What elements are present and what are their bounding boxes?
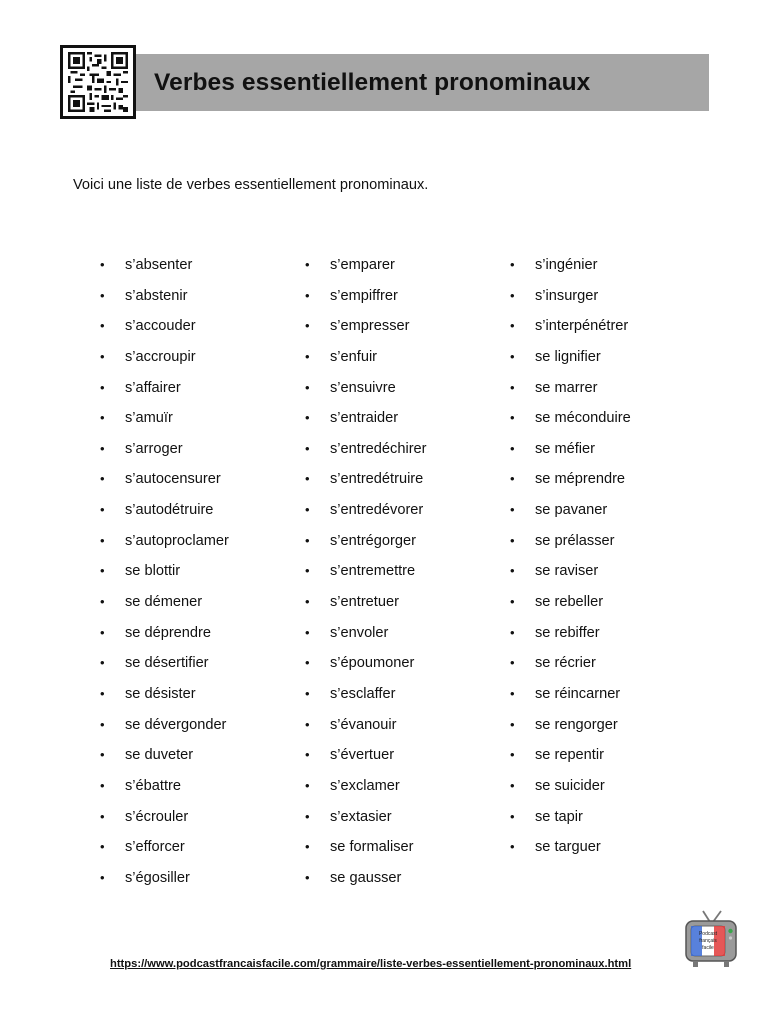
verb-item — [100, 556, 300, 587]
verb-item — [305, 342, 505, 373]
verb-text: s’ingénier — [535, 257, 598, 273]
verb-text: s’entremettre — [330, 563, 416, 580]
bullet-icon: • — [305, 594, 310, 610]
verb-item — [305, 250, 505, 281]
verb-item — [305, 495, 505, 526]
bullet-icon: • — [510, 685, 515, 701]
verb-column-1 — [100, 250, 300, 893]
verb-item — [100, 679, 300, 710]
verb-text: s’entretuer — [330, 594, 399, 611]
verb-text: s’écrouler — [125, 808, 189, 825]
bullet-icon: • — [100, 777, 105, 793]
bullet-icon: • — [305, 287, 310, 303]
bullet-icon: • — [100, 440, 105, 456]
bullet-icon: • — [100, 808, 105, 824]
verb-text: s’empiffrer — [330, 287, 398, 304]
verb-text: se méprendre — [535, 471, 626, 488]
verb-item — [510, 311, 710, 342]
verb-item — [100, 464, 300, 495]
bullet-icon: • — [305, 777, 310, 793]
verb-text: se prélasser — [535, 532, 615, 549]
verb-item — [100, 311, 300, 342]
verb-item — [305, 679, 505, 710]
verb-text: s’accroupir — [125, 348, 196, 365]
bullet-icon: • — [510, 808, 515, 824]
bullet-icon: • — [100, 839, 105, 855]
bullet-icon: • — [510, 440, 515, 456]
bullet-icon: • — [305, 563, 310, 579]
verb-text: se formaliser — [330, 839, 414, 856]
verb-text: s’égosiller — [125, 869, 190, 886]
verb-text: s’empresser — [330, 318, 410, 335]
verb-text: se repentir — [535, 747, 604, 764]
bullet-icon: • — [510, 348, 515, 364]
verb-text: s’ensuivre — [330, 379, 396, 396]
verb-item — [305, 587, 505, 618]
verb-item — [305, 526, 505, 557]
verb-item — [305, 434, 505, 465]
verb-item — [100, 832, 300, 863]
verb-item — [100, 740, 300, 771]
verb-text: s’efforcer — [125, 839, 185, 856]
bullet-icon: • — [510, 318, 515, 334]
verb-text: se targuer — [535, 839, 601, 856]
verb-item — [305, 740, 505, 771]
bullet-icon: • — [510, 410, 515, 426]
verb-item — [510, 373, 710, 404]
verb-item — [510, 495, 710, 526]
verb-item — [100, 250, 300, 281]
verb-item — [510, 618, 710, 649]
verb-item — [100, 495, 300, 526]
verb-column-2 — [305, 250, 505, 893]
verb-text: se tapir — [535, 808, 583, 825]
bullet-icon: • — [100, 532, 105, 548]
verb-text: s’amuïr — [125, 410, 173, 427]
verb-item — [510, 802, 710, 833]
verb-item — [510, 832, 710, 863]
bullet-icon: • — [510, 777, 515, 793]
verb-item — [510, 679, 710, 710]
verb-text: se duveter — [125, 747, 194, 764]
verb-item — [510, 710, 710, 741]
verb-item — [305, 403, 505, 434]
bullet-icon: • — [100, 869, 105, 885]
verb-text: se blottir — [125, 563, 181, 580]
bullet-icon: • — [305, 655, 310, 671]
bullet-icon: • — [305, 257, 310, 272]
bullet-icon: • — [305, 839, 310, 855]
verb-text: se lignifier — [535, 348, 601, 365]
verb-item — [305, 373, 505, 404]
verb-text: s’évertuer — [330, 747, 395, 764]
verb-item — [305, 281, 505, 312]
verb-text: s’interpénétrer — [535, 318, 629, 335]
verb-text: s’autocensurer — [125, 471, 221, 488]
qr-code-icon — [68, 52, 128, 112]
bullet-icon: • — [510, 563, 515, 579]
verb-text: se rebeller — [535, 594, 604, 611]
qr-code — [60, 45, 136, 119]
intro-text: Voici une liste de verbes essentiellement pronominaux. — [73, 177, 429, 193]
verb-item — [510, 250, 710, 281]
verb-text: s’entredéchirer — [330, 440, 427, 457]
verb-item — [100, 587, 300, 618]
bullet-icon: • — [510, 624, 515, 640]
verb-text: s’époumoner — [330, 655, 415, 672]
verb-text: se démener — [125, 594, 203, 611]
verb-item — [305, 556, 505, 587]
verb-text: s’extasier — [330, 808, 392, 825]
tv-logo-line: Podcast — [698, 931, 718, 937]
bullet-icon: • — [305, 869, 310, 885]
verb-item — [510, 464, 710, 495]
verb-item — [100, 281, 300, 312]
verb-item — [305, 802, 505, 833]
verb-text: s’entrégorger — [330, 532, 416, 549]
verb-text: se marrer — [535, 379, 598, 396]
verb-item — [305, 311, 505, 342]
bullet-icon: • — [100, 287, 105, 303]
bullet-icon: • — [510, 716, 515, 732]
verb-text: se déprendre — [125, 624, 212, 641]
bullet-icon: • — [305, 379, 310, 395]
bullet-icon: • — [510, 655, 515, 671]
verb-text: s’entredétruire — [330, 471, 424, 488]
verb-text: s’exclamer — [330, 777, 400, 794]
bullet-icon: • — [510, 839, 515, 855]
bullet-icon: • — [305, 716, 310, 732]
verb-text: se rengorger — [535, 716, 618, 733]
bullet-icon: • — [510, 287, 515, 303]
verb-item — [100, 373, 300, 404]
verb-text: se raviser — [535, 563, 599, 580]
verb-text: s’abstenir — [125, 287, 188, 304]
page-title: Verbes essentiellement pronominaux — [154, 68, 591, 96]
verb-item — [305, 710, 505, 741]
verb-text: s’accouder — [125, 318, 196, 335]
verb-item — [100, 863, 300, 894]
bullet-icon: • — [305, 808, 310, 824]
bullet-icon: • — [100, 471, 105, 487]
verb-item — [100, 710, 300, 741]
verb-text: se désertifier — [125, 655, 209, 672]
verb-text: s’ébattre — [125, 777, 181, 794]
verb-item — [510, 281, 710, 312]
verb-text: se pavaner — [535, 502, 608, 519]
verb-text: se rebiffer — [535, 624, 600, 641]
bullet-icon: • — [305, 502, 310, 518]
bullet-icon: • — [305, 348, 310, 364]
verb-item — [305, 863, 505, 894]
verb-text: s’évanouir — [330, 716, 397, 733]
bullet-icon: • — [100, 624, 105, 640]
bullet-icon: • — [510, 532, 515, 548]
verb-item — [305, 618, 505, 649]
bullet-icon: • — [510, 471, 515, 487]
bullet-icon: • — [100, 379, 105, 395]
verb-text: s’emparer — [330, 257, 395, 273]
bullet-icon: • — [100, 348, 105, 364]
bullet-icon: • — [510, 502, 515, 518]
verb-text: s’autoproclamer — [125, 532, 229, 549]
verb-text: se désister — [125, 685, 196, 702]
verb-item — [305, 648, 505, 679]
title-bar — [136, 54, 709, 111]
verb-item — [305, 832, 505, 863]
bullet-icon: • — [305, 471, 310, 487]
verb-item — [510, 403, 710, 434]
verb-column-3 — [510, 250, 710, 863]
verb-text: se méfier — [535, 440, 596, 457]
bullet-icon: • — [510, 379, 515, 395]
verb-item — [100, 403, 300, 434]
verb-item — [510, 771, 710, 802]
bullet-icon: • — [510, 257, 515, 272]
tv-logo-icon — [683, 908, 739, 970]
verb-item — [100, 802, 300, 833]
verb-text: s’arroger — [125, 440, 183, 457]
verb-text: s’affairer — [125, 379, 181, 396]
bullet-icon: • — [100, 747, 105, 763]
verb-item — [305, 464, 505, 495]
verb-item — [100, 434, 300, 465]
tv-logo-line: facile — [702, 945, 714, 951]
bullet-icon: • — [100, 655, 105, 671]
verb-text: s’entredévorer — [330, 502, 424, 519]
verb-item — [510, 342, 710, 373]
bullet-icon: • — [305, 318, 310, 334]
verb-item — [510, 434, 710, 465]
verb-item — [100, 771, 300, 802]
bullet-icon: • — [305, 532, 310, 548]
verb-text: s’envoler — [330, 624, 389, 641]
bullet-icon: • — [305, 410, 310, 426]
verb-text: se récrier — [535, 655, 596, 672]
bullet-icon: • — [100, 594, 105, 610]
verb-item — [510, 587, 710, 618]
verb-text: se réincarner — [535, 685, 621, 702]
bullet-icon: • — [305, 747, 310, 763]
verb-item — [100, 648, 300, 679]
verb-text: s’insurger — [535, 287, 599, 304]
verb-text: se suicider — [535, 777, 605, 794]
verb-item — [100, 618, 300, 649]
verb-item — [510, 526, 710, 557]
bullet-icon: • — [510, 594, 515, 610]
bullet-icon: • — [305, 685, 310, 701]
verb-item — [510, 740, 710, 771]
bullet-icon: • — [100, 716, 105, 732]
verb-text: s’esclaffer — [330, 685, 396, 702]
bullet-icon: • — [305, 624, 310, 640]
verb-text: s’entraider — [330, 410, 399, 427]
verb-text: s’enfuir — [330, 348, 378, 365]
verb-item — [510, 556, 710, 587]
footer-link[interactable]: https://www.podcastfrancaisfacile.com/grammaire/liste-verbes-essentiellement-pronominaux.html — [110, 958, 632, 970]
verb-item — [100, 342, 300, 373]
bullet-icon: • — [100, 685, 105, 701]
bullet-icon: • — [100, 318, 105, 334]
bullet-icon: • — [100, 410, 105, 426]
verb-text: s’autodétruire — [125, 502, 214, 519]
verb-text: s’absenter — [125, 257, 193, 273]
verb-text: se gausser — [330, 869, 402, 886]
bullet-icon: • — [100, 257, 105, 272]
verb-item — [510, 648, 710, 679]
bullet-icon: • — [100, 563, 105, 579]
tv-logo-line: français — [699, 938, 717, 944]
verb-text: se dévergonder — [125, 716, 227, 733]
verb-text: se méconduire — [535, 410, 631, 427]
bullet-icon: • — [100, 502, 105, 518]
bullet-icon: • — [510, 747, 515, 763]
verb-item — [100, 526, 300, 557]
bullet-icon: • — [305, 440, 310, 456]
verb-item — [305, 771, 505, 802]
